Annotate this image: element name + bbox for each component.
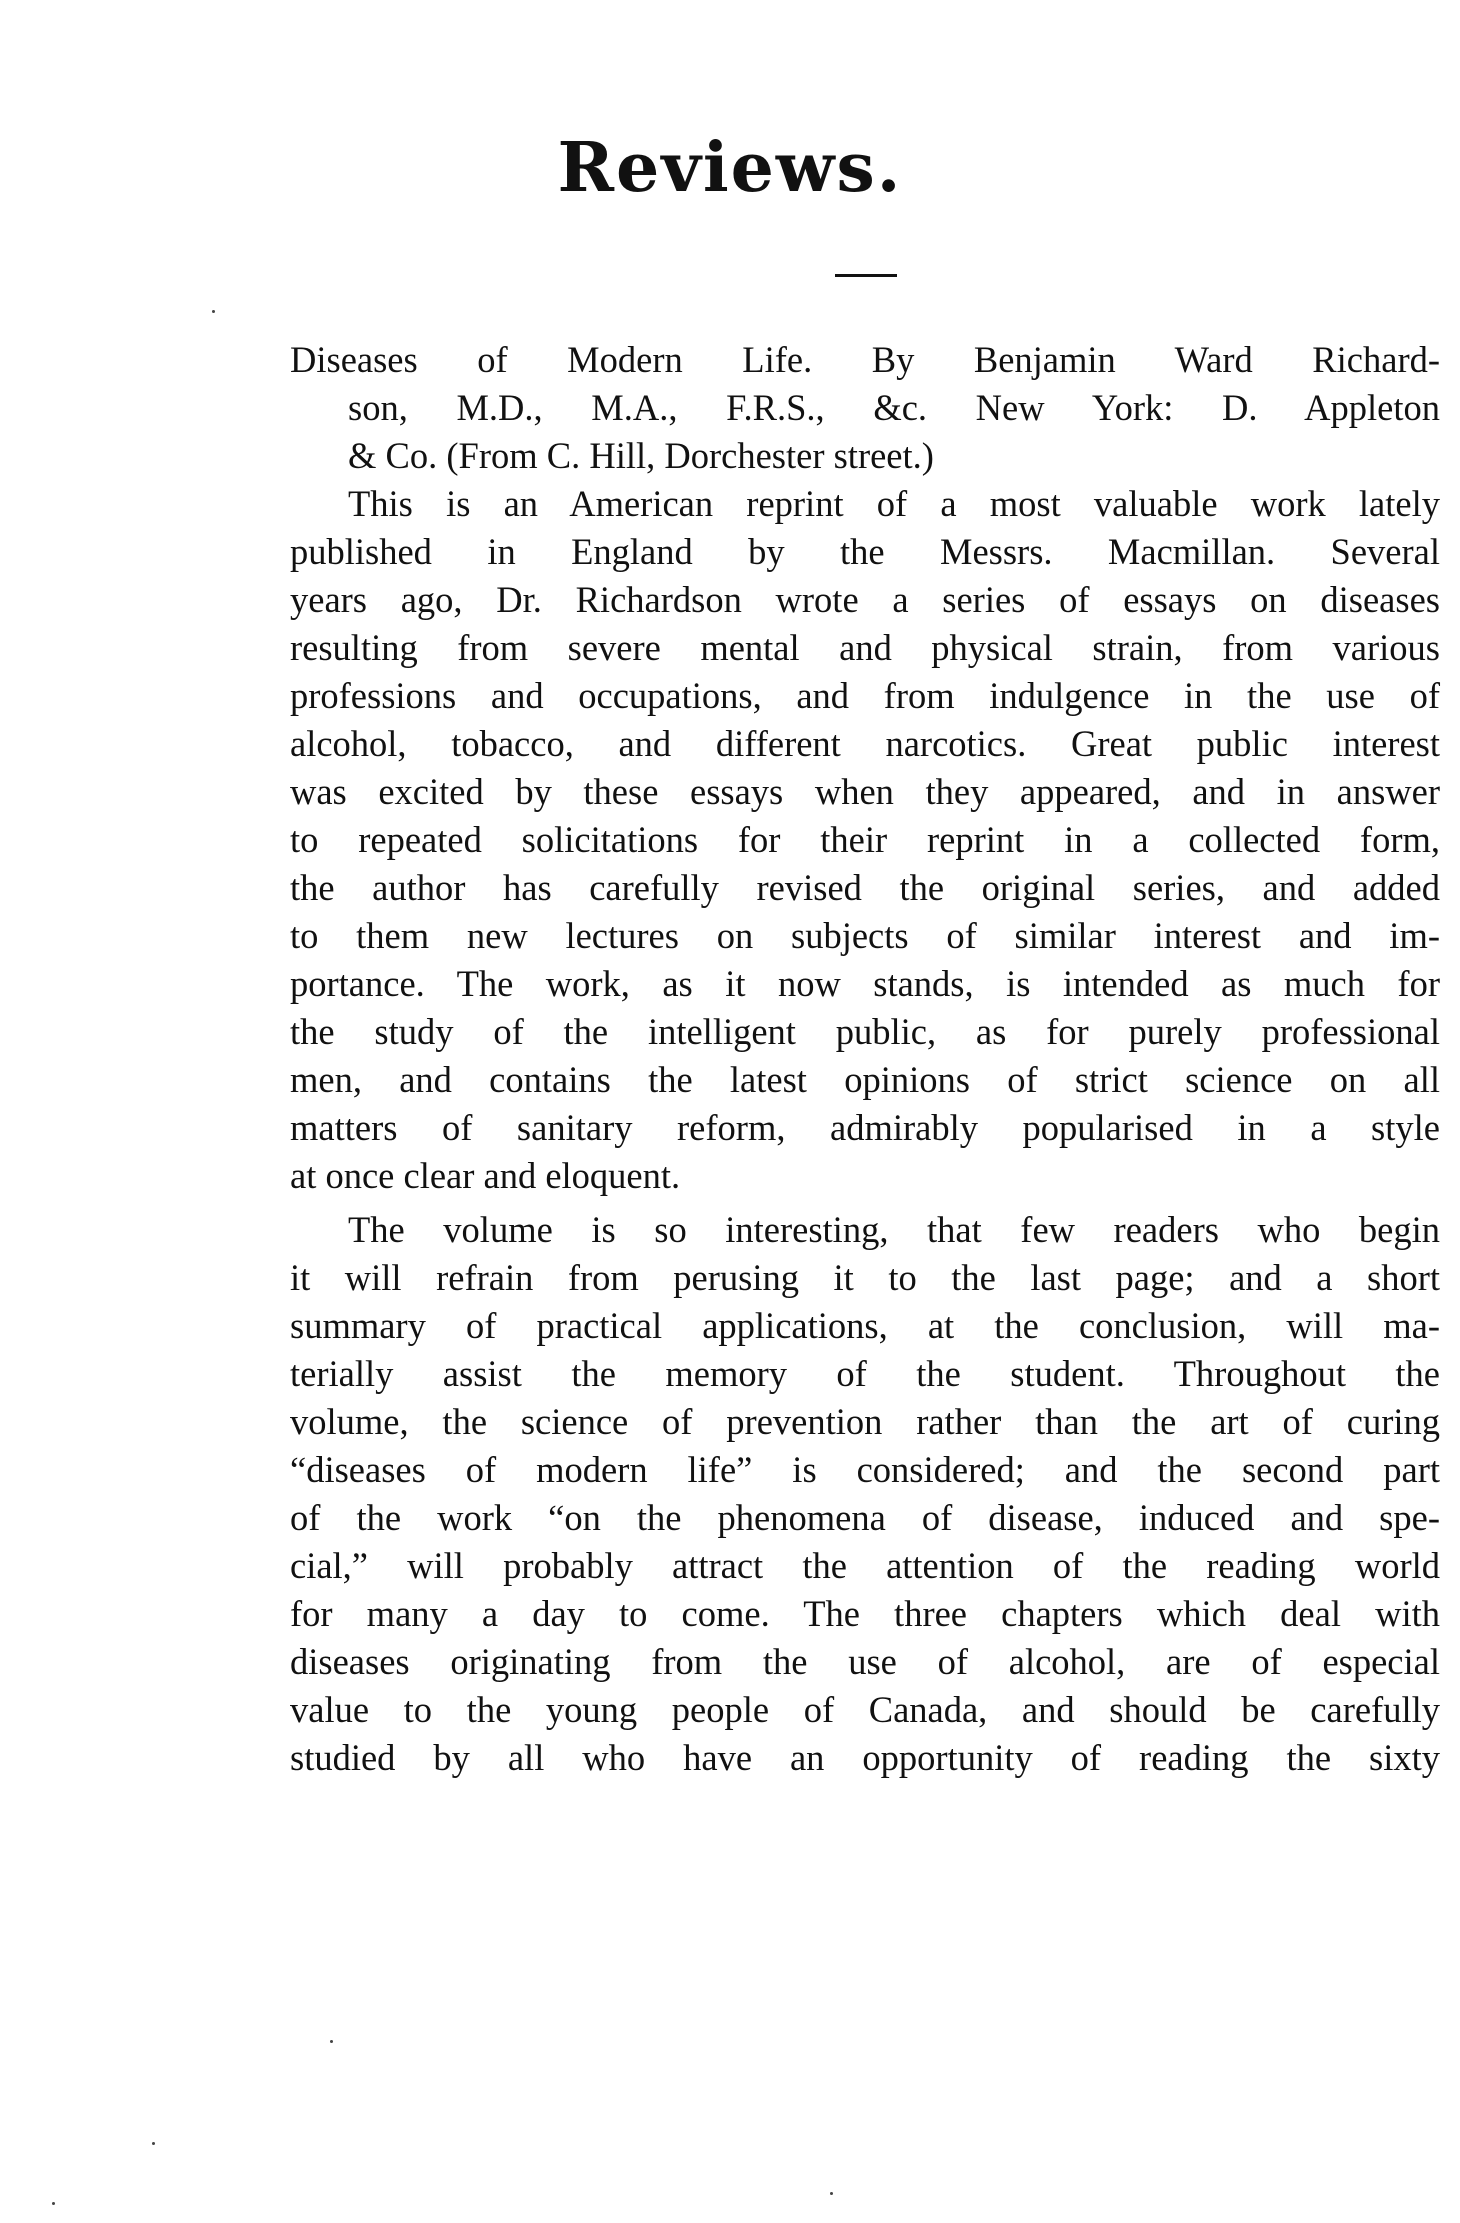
scan-speck	[52, 2202, 55, 2205]
section-heading: Reviews.	[557, 128, 903, 208]
text-line: was excited by these essays when they appeared, and in answer	[290, 771, 1440, 812]
text-line: diseases originating from the use of alcohol, are of especial	[290, 1641, 1440, 1682]
heading-rule	[835, 274, 897, 277]
text-line: value to the young people of Canada, and should be carefully	[290, 1689, 1440, 1730]
text-line: volume, the science of prevention rather than the art of curing	[290, 1401, 1440, 1442]
text-line: “diseases of modern life” is considered; and the second part	[290, 1449, 1440, 1490]
text-line: men, and contains the latest opinions of strict science on all	[290, 1059, 1440, 1100]
text-line: cial,” will probably attract the attention of the reading world	[290, 1545, 1440, 1586]
text-line: it will refrain from perusing it to the last page; and a short	[290, 1257, 1440, 1298]
title-line: son, M.D., M.A., F.R.S., &c. New York: D. Appleton	[348, 387, 1440, 428]
text-line: of the work “on the phenomena of disease, induced and spe-	[290, 1497, 1440, 1538]
title-line: & Co. (From C. Hill, Dorchester street.)	[348, 435, 934, 476]
text-line: at once clear and eloquent.	[290, 1155, 681, 1196]
text-line: the author has carefully revised the original series, and added	[290, 867, 1440, 908]
scan-speck	[212, 310, 215, 313]
text-line: This is an American reprint of a most valuable work lately	[348, 483, 1440, 524]
text-line: portance. The work, as it now stands, is intended as much for	[290, 963, 1440, 1004]
text-line: professions and occupations, and from indulgence in the use of	[290, 675, 1440, 716]
scan-speck	[152, 2142, 155, 2145]
text-line: studied by all who have an opportunity of reading the sixty	[290, 1737, 1440, 1778]
text-line: years ago, Dr. Richardson wrote a series of essays on diseases	[290, 579, 1440, 620]
text-line: matters of sanitary reform, admirably popularised in a style	[290, 1107, 1440, 1148]
text-line: terially assist the memory of the student. Throughout the	[290, 1353, 1440, 1394]
scan-speck	[830, 2192, 833, 2195]
text-line: alcohol, tobacco, and different narcotics. Great public interest	[290, 723, 1440, 764]
text-line: The volume is so interesting, that few readers who begin	[348, 1209, 1440, 1250]
text-line: the study of the intelligent public, as for purely professional	[290, 1011, 1440, 1052]
text-line: for many a day to come. The three chapters which deal with	[290, 1593, 1440, 1634]
text-line: published in England by the Messrs. Macmillan. Several	[290, 531, 1440, 572]
scan-speck	[330, 2040, 333, 2043]
title-line: Diseases of Modern Life. By Benjamin Ward Richard-	[290, 339, 1440, 380]
text-line: to them new lectures on subjects of similar interest and im-	[290, 915, 1440, 956]
text-line: resulting from severe mental and physical strain, from various	[290, 627, 1440, 668]
text-line: summary of practical applications, at the conclusion, will ma-	[290, 1305, 1440, 1346]
text-line: to repeated solicitations for their reprint in a collected form,	[290, 819, 1440, 860]
